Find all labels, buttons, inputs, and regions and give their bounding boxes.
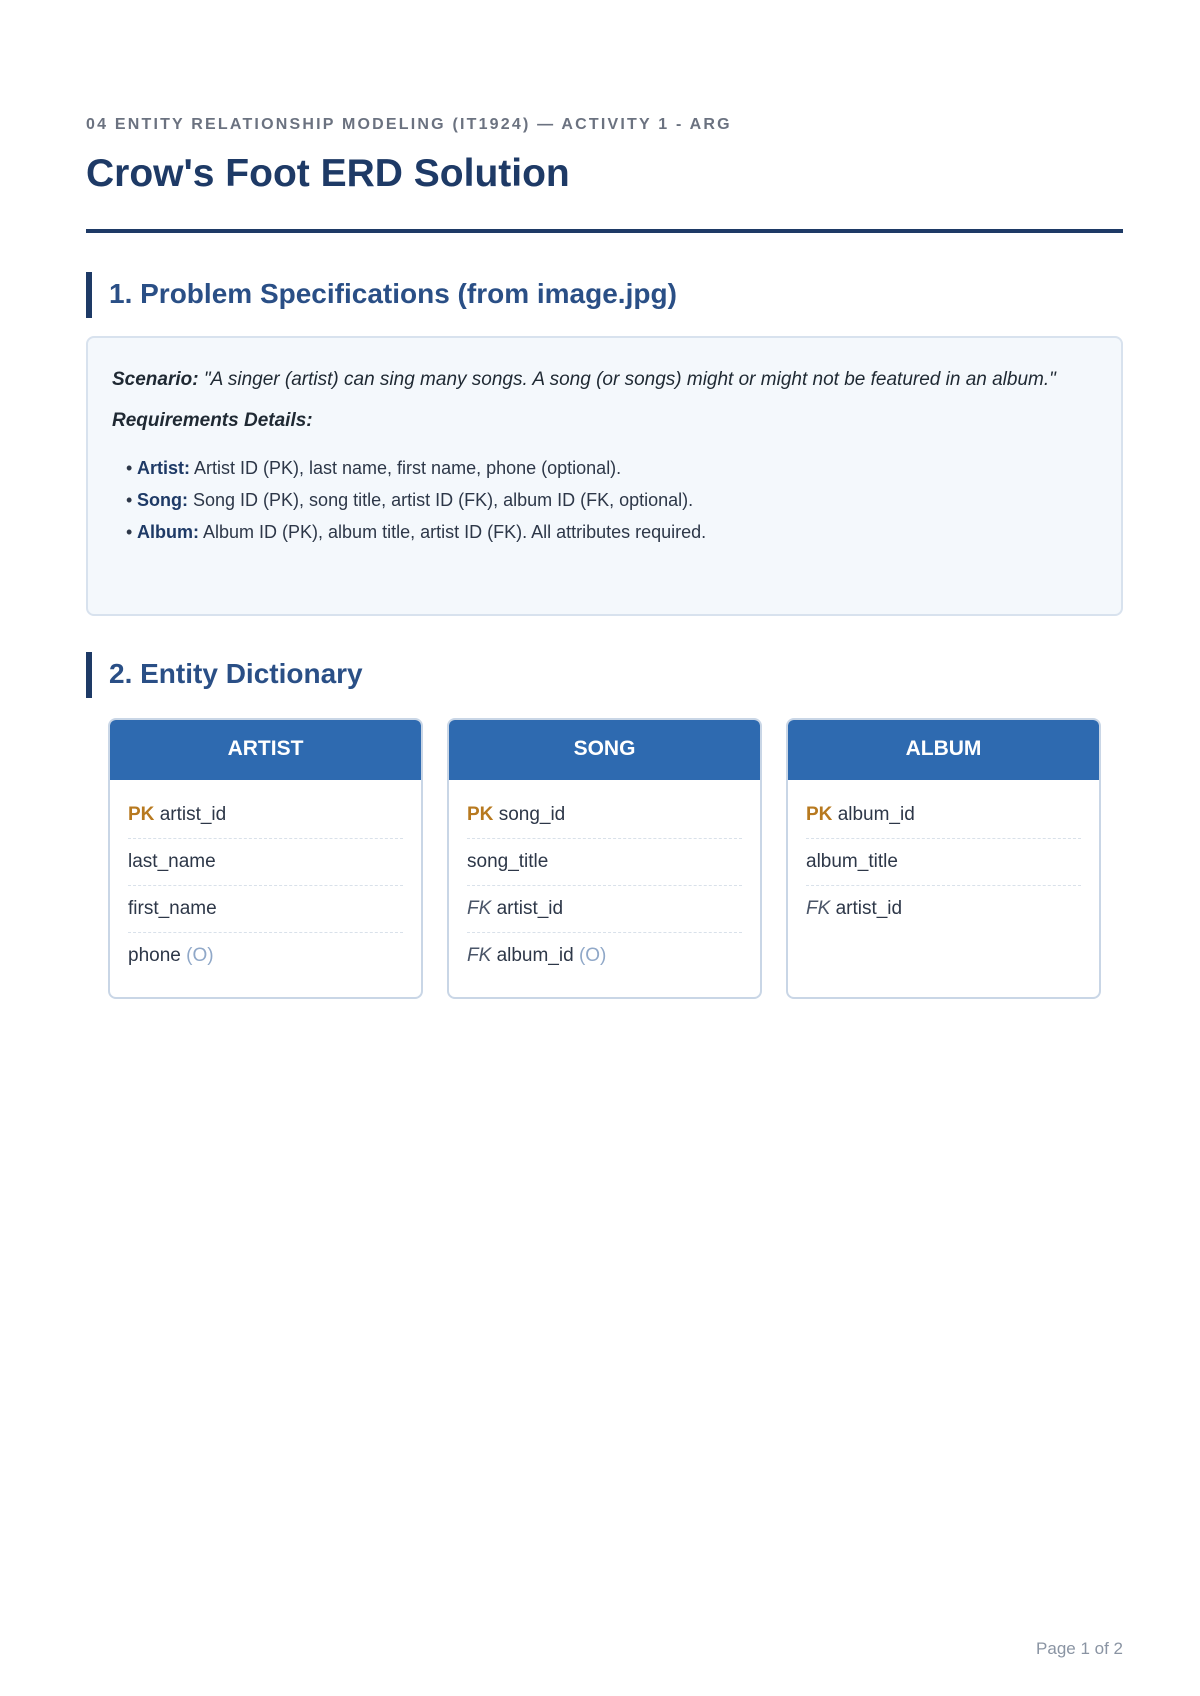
field-name: artist_id xyxy=(159,804,227,825)
field-name: song_id xyxy=(498,804,566,825)
entity-field xyxy=(806,839,1081,886)
section-heading-problem-specifications: 1. Problem Specifications (from image.jpg) xyxy=(86,272,677,318)
fk-label: FK xyxy=(467,898,492,919)
field-name: album_id xyxy=(496,945,574,966)
field-name: first_name xyxy=(128,898,217,919)
bullet-icon: • xyxy=(126,522,133,542)
entity-card-header: ALBUM xyxy=(788,720,1099,780)
entity-field xyxy=(806,886,1081,932)
entity-card-header: SONG xyxy=(449,720,760,780)
entity-field xyxy=(467,933,742,979)
page-number: Page 1 of 2 xyxy=(1036,1639,1123,1658)
requirement-text: Album ID (PK), album title, artist ID (FK). All attributes required. xyxy=(203,522,707,542)
field-name: song_title xyxy=(467,851,549,872)
entity-card-song xyxy=(447,718,762,999)
section-heading-entity-dictionary: 2. Entity Dictionary xyxy=(86,652,363,698)
bullet-icon: • xyxy=(126,458,133,478)
entity-field xyxy=(128,886,403,933)
problem-specifications-box xyxy=(86,336,1123,616)
requirement-item-artist xyxy=(126,452,1097,484)
entity-field xyxy=(128,933,403,979)
field-name: artist_id xyxy=(496,898,564,919)
entity-field xyxy=(128,792,403,839)
bullet-icon: • xyxy=(126,490,133,510)
field-name: artist_id xyxy=(835,898,903,919)
scenario-label: Scenario: xyxy=(112,369,199,390)
entity-field xyxy=(467,886,742,933)
entity-field xyxy=(128,839,403,886)
entity-dictionary xyxy=(108,718,1101,999)
entity-card-artist xyxy=(108,718,423,999)
entity-card-album xyxy=(786,718,1101,999)
requirement-item-album xyxy=(126,516,1097,548)
field-name: last_name xyxy=(128,851,216,872)
entity-card-header: ARTIST xyxy=(110,720,421,780)
fk-label: FK xyxy=(467,945,492,966)
requirement-entity: Album: xyxy=(137,522,199,542)
scenario-paragraph xyxy=(112,362,1097,397)
optional-marker: (O) xyxy=(578,945,607,966)
pk-label: PK xyxy=(467,804,494,825)
field-name: phone xyxy=(128,945,181,966)
requirement-entity: Artist: xyxy=(137,458,190,478)
requirement-item-song xyxy=(126,484,1097,516)
optional-marker: (O) xyxy=(186,945,214,966)
entity-field xyxy=(467,839,742,886)
course-eyebrow: 04 ENTITY RELATIONSHIP MODELING (IT1924) — ACTIVITY 1 - ARG xyxy=(86,116,732,133)
page-title: Crow's Foot ERD Solution xyxy=(86,152,570,195)
requirements-list xyxy=(112,452,1097,548)
requirement-text: Song ID (PK), song title, artist ID (FK), album ID (FK, optional). xyxy=(193,490,694,510)
pk-label: PK xyxy=(806,804,833,825)
entity-field-list xyxy=(788,780,1099,932)
entity-field-list xyxy=(110,780,421,979)
pk-label: PK xyxy=(128,804,155,825)
requirement-text: Artist ID (PK), last name, first name, phone (optional). xyxy=(194,458,622,478)
field-name: album_title xyxy=(806,851,898,872)
entity-field xyxy=(467,792,742,839)
requirements-title: Requirements Details: xyxy=(112,410,313,431)
field-name: album_id xyxy=(837,804,915,825)
fk-label: FK xyxy=(806,898,831,919)
title-divider xyxy=(86,229,1123,233)
requirement-entity: Song: xyxy=(137,490,188,510)
entity-field-list xyxy=(449,780,760,979)
entity-field xyxy=(806,792,1081,839)
scenario-text: "A singer (artist) can sing many songs. A song (or songs) might or might not be featured in an album." xyxy=(203,369,1056,390)
